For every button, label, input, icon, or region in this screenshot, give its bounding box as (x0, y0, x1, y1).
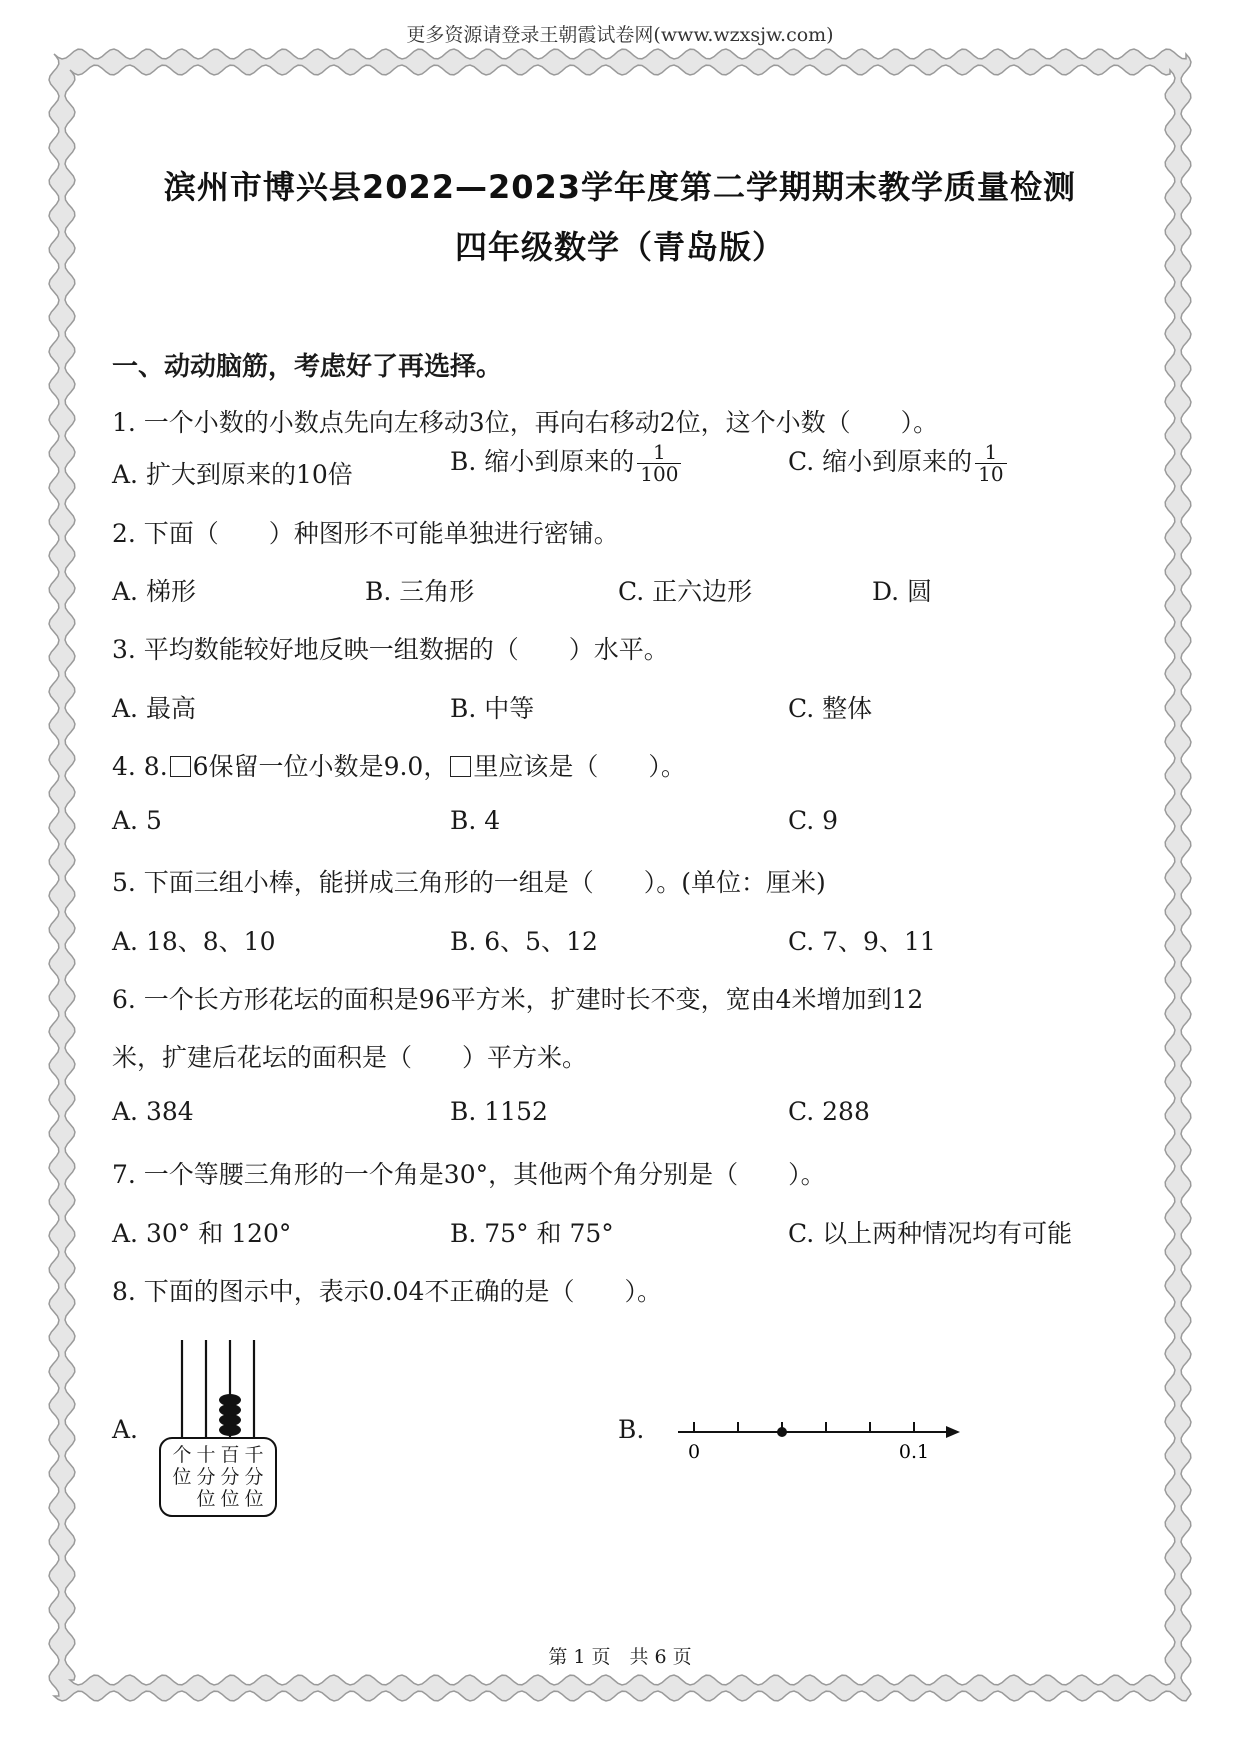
q3-option-a: A. 最高 (112, 694, 196, 723)
blank-box (170, 756, 191, 777)
number-line-start-label: 0 (687, 1441, 701, 1463)
number-line-end-label: 0.1 (898, 1441, 930, 1463)
blank-box (450, 756, 471, 777)
abacus-label-thousandths: 千分位 (244, 1444, 264, 1510)
q2-option-a: A. 梯形 (112, 577, 196, 606)
question-6-line-1: 6. 一个长方形花坛的面积是96平方米，扩建时长不变，宽由4米增加到12 (112, 985, 924, 1014)
q5-option-b: B. 6、5、12 (450, 927, 598, 956)
page-footer: 第 1 页 共 6 页 (548, 1646, 692, 1668)
question-6-line-2: 米，扩建后花坛的面积是（ ）平方米。 (112, 1043, 588, 1072)
q4-stem-middle: 6保留一位小数是9.0， (192, 752, 449, 781)
q4-option-c: C. 9 (788, 806, 839, 835)
exam-title: 滨州市博兴县2022—2023学年度第二学期期末教学质量检测 (163, 168, 1077, 206)
q5-option-a: A. 18、8、10 (112, 927, 276, 956)
q4-option-b: B. 4 (450, 806, 501, 835)
site-header: 更多资源请登录王朝霞试卷网(www.wzxsjw.com) (406, 24, 834, 46)
q7-option-c: C. 以上两种情况均有可能 (788, 1219, 1073, 1248)
q3-option-c: C. 整体 (788, 694, 873, 723)
fraction-numerator: 1 (637, 442, 681, 464)
q1-option-b (450, 442, 681, 485)
q1-option-c (788, 442, 1007, 485)
q8-option-a-label: A. (112, 1415, 139, 1444)
q6-option-b: B. 1152 (450, 1097, 548, 1126)
section-heading: 一、动动脑筋，考虑好了再选择。 (112, 352, 503, 382)
q7-option-b: B. 75° 和 75° (450, 1219, 614, 1248)
fraction-numerator: 1 (975, 442, 1006, 464)
q1-option-a: A. 扩大到原来的10倍 (112, 460, 353, 489)
number-line-ticks (694, 1422, 914, 1432)
q4-stem-end: 里应该是（ ）。 (473, 752, 686, 781)
abacus-label-tenths: 十分位 (196, 1444, 216, 1510)
question-3: 3. 平均数能较好地反映一组数据的（ ）水平。 (112, 635, 669, 664)
question-7: 7. 一个等腰三角形的一个角是30°，其他两个角分别是（ ）。 (112, 1160, 826, 1189)
q1-option-c-text: C. 缩小到原来的 (788, 447, 973, 476)
question-5: 5. 下面三组小棒，能拼成三角形的一组是（ ）。(单位：厘米) (112, 868, 826, 897)
question-1: 1. 一个小数的小数点先向左移动3位，再向右移动2位，这个小数（ ）。 (112, 408, 939, 437)
fraction-denominator: 100 (640, 462, 679, 486)
q6-option-c: C. 288 (788, 1097, 870, 1126)
fraction-denominator: 10 (978, 462, 1004, 486)
q2-option-d: D. 圆 (872, 577, 933, 606)
abacus-beads (219, 1394, 241, 1436)
question-8: 8. 下面的图示中，表示0.04不正确的是（ ）。 (112, 1277, 662, 1306)
question-4 (112, 747, 686, 783)
abacus-diagram (156, 1338, 280, 1520)
fraction-one-tenth (975, 442, 1006, 485)
number-line-diagram (672, 1404, 962, 1464)
q3-option-b: B. 中等 (450, 694, 535, 723)
q7-option-a: A. 30° 和 120° (112, 1219, 292, 1248)
abacus-label-hundredths: 百分位 (220, 1444, 240, 1510)
q1-option-b-text: B. 缩小到原来的 (450, 447, 635, 476)
q4-stem-start: 4. 8. (112, 752, 168, 781)
q5-option-c: C. 7、9、11 (788, 927, 936, 956)
q2-option-c: C. 正六边形 (618, 577, 753, 606)
fraction-one-hundredth (637, 442, 681, 485)
q4-option-a: A. 5 (112, 806, 162, 835)
exam-subtitle: 四年级数学（青岛版） (454, 228, 785, 266)
number-line-point (777, 1427, 787, 1437)
q2-option-b: B. 三角形 (365, 577, 475, 606)
q8-option-b-label: B. (618, 1415, 645, 1444)
abacus-bead (219, 1394, 241, 1406)
q6-option-a: A. 384 (112, 1097, 194, 1126)
number-line-arrow (946, 1426, 960, 1438)
abacus-label-ones: 个位 (172, 1444, 192, 1488)
question-2: 2. 下面（ ）种图形不可能单独进行密铺。 (112, 519, 619, 548)
